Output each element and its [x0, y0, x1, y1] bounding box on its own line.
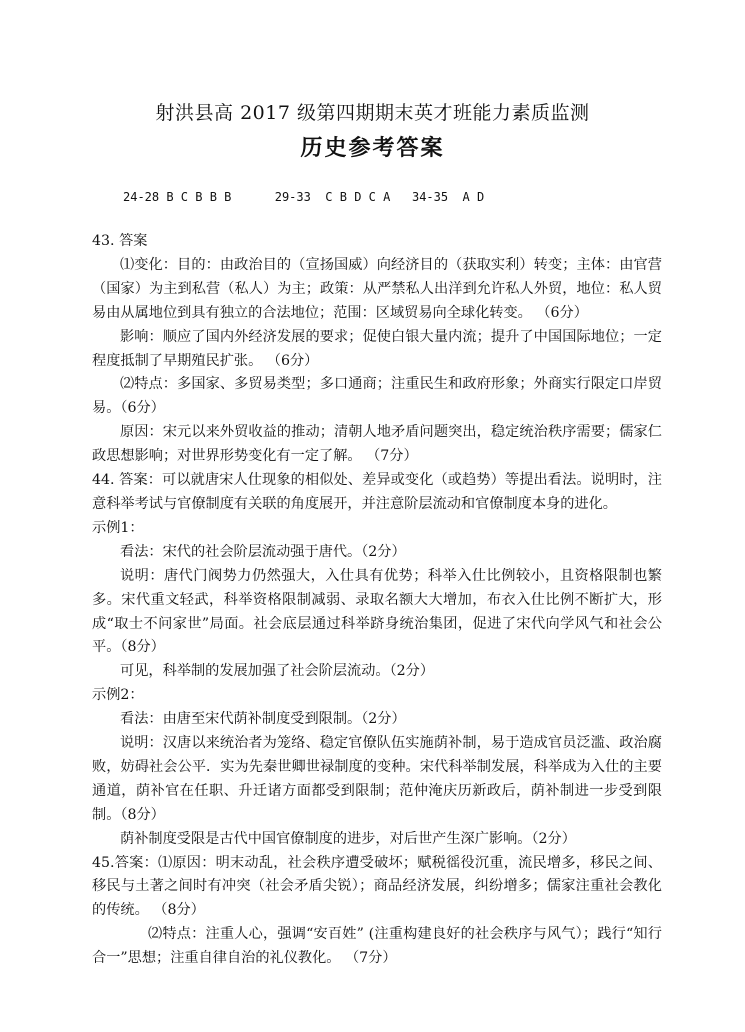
q44-example2-conclusion: 荫补制度受限是古代中国官僚制度的进步，对后世产生深广影响。（2分） — [120, 830, 576, 847]
exam-title: 射洪县高 2017 级第四期期末英才班能力素质监测 — [155, 102, 590, 124]
q44-example1-view: 看法：宋代的社会阶层流动强于唐代。（2分） — [120, 543, 406, 560]
q43-part2-features: ⑵特点：多国家、多贸易类型；多口通商；注重民生和政府形象；外商实行限定口岸贸易。（6分） — [92, 376, 662, 417]
q44-example1-conclusion: 可见，科举制的发展加强了社会阶层流动。（2分） — [120, 663, 435, 680]
q44-example2-label: 示例2： — [92, 687, 144, 704]
q45-part2: ⑵特点：注重人心，强调“安百姓” (注重构建良好的社会秩序与风气）；践行“知行合一”思想；注重自律自治的礼仪教化。 （7分） — [92, 926, 662, 967]
q44-intro: 44. 答案：可以就唐宋人仕现象的相似处、差异或变化（或趋势）等提出看法。说明时，注意科举考试与官僚制度有关联的角度展开，并注意阶层流动和官僚制度本身的进化。 — [92, 472, 662, 512]
q43-part1-impact: 影响：顺应了国内外经济发展的要求；促使白银大量内流；提升了中国国际地位；一定程度抵制了早期殖民扩张。 （6分） — [92, 328, 662, 369]
q43-label: 43. 答案 — [92, 233, 148, 249]
q44-example2-explanation: 说明：汉唐以来统治者为笼络、稳定官僚队伍实施荫补制，易于造成官员泛滥、政治腐败，妨碍社会公平．实为先秦世卿世禄制度的变种。宋代科举制发展，科举成为入仕的主要通道，荫补官在任职、升迁诸方面都受到限制；范仲淹庆历新政后，荫补制进一步受到限制。（8分） — [92, 735, 662, 823]
q43-part1-change: ⑴变化：目的：由政治目的（宣扬国威）向经济目的（获取实利）转变；主体：由官营（国家）为主到私营（私人）为主；政策：从严禁私人出洋到允许私人外贸，地位：私人贸易由从属地位到具有独立的合法地位；范围：区域贸易向全球化转变。 （6分） — [92, 256, 662, 321]
answer-body — [92, 230, 662, 971]
q44-example1-label: 示例1： — [92, 519, 144, 536]
multiple-choice-answers: 24-28 B C B B B 29-33 C B D C A 34-35 A D — [123, 190, 485, 204]
q44-example1-explanation: 说明：唐代门阀势力仍然强大，入仕具有优势；科举入仕比例较小，且资格限制也繁多。宋代重文轻武，科举资格限制减弱、录取名额大大增加，布衣入仕比例不断扩大，形成“取士不问家世”局面。社会底层通过科举跻身统治集团，促进了宋代向学风气和社会公平。（8分） — [92, 567, 662, 656]
q45-part1: 45.答案：⑴原因：明末动乱，社会秩序遭受破坏；赋税徭役沉重，流民增多，移民之间、移民与土著之间时有冲突（社会矛盾尖锐）；商品经济发展，纠纷增多；儒家注重社会教化的传统。 （8分） — [92, 854, 662, 919]
q43-part2-reasons: 原因：宋元以来外贸收益的推动；清朝人地矛盾问题突出，稳定统治秩序需要；儒家仁政思想影响；对世界形势变化有一定了解。 （7分） — [92, 424, 662, 465]
q44-example2-view: 看法：由唐至宋代荫补制度受到限制。（2分） — [120, 711, 406, 728]
answer-key-heading: 历史参考答案 — [300, 135, 445, 161]
